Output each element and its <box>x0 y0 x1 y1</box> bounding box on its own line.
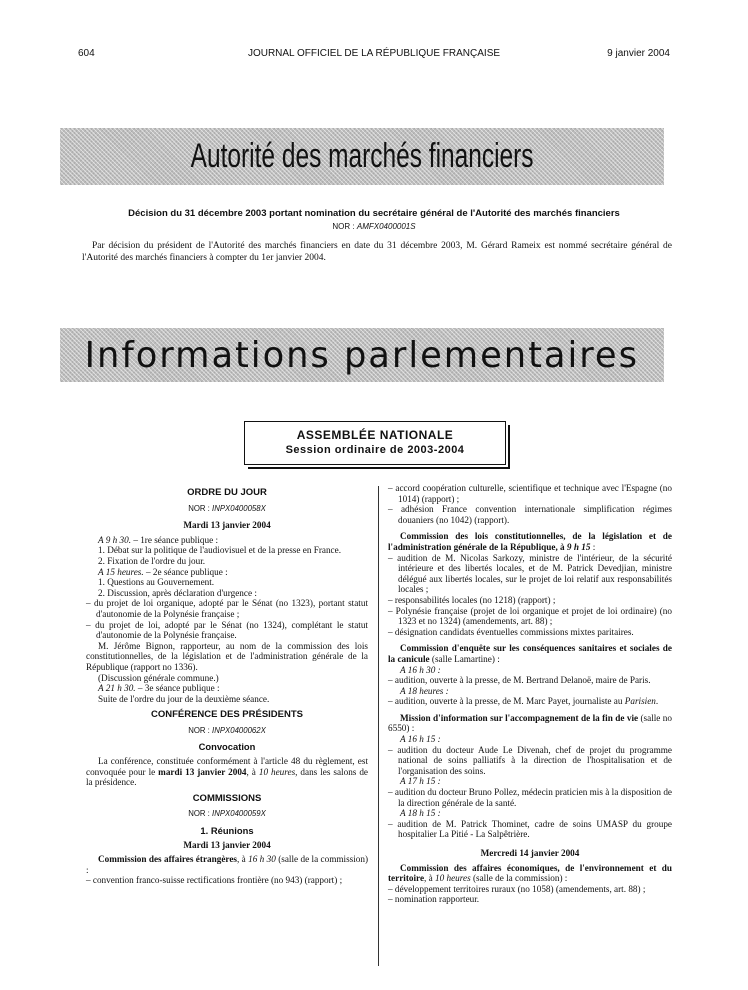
text-run-italic: 10 heures <box>435 873 471 884</box>
agenda-item: 2. Discussion, après déclaration d'urgence : <box>98 587 257 598</box>
date-heading: Mardi 13 janvier 2004 <box>183 839 271 850</box>
text-run: , à <box>236 854 249 865</box>
session-time: A 15 heures. <box>98 566 144 577</box>
text-run-italic: A 18 heures : <box>400 685 449 696</box>
agenda-subitem: – audition du docteur Aude Le Divenah, chef de projet du programme national de soins palliatifs à la direction de l'hospitalisation et de l'organisation des soins. <box>388 744 672 776</box>
assemblee-box <box>244 421 506 465</box>
section-title: COMMISSIONS <box>192 792 262 804</box>
commission-line <box>388 713 672 734</box>
text-run: , dans les salons de la présidence. <box>86 766 369 788</box>
agenda-subitem: – développement territoires ruraux (no 1058) (amendements, art. 88) ; <box>388 883 646 894</box>
text-run: (salle Lamartine) : <box>429 653 500 664</box>
session-time <box>388 776 672 787</box>
text-run-italic: A 17 h 15 : <box>400 776 441 787</box>
text-run-italic: 9 h 15 <box>566 541 591 552</box>
text-run-italic: A 16 h 30 : <box>400 664 441 675</box>
text-run: , à <box>424 873 436 884</box>
text-run-italic: 16 h 30 <box>248 854 276 865</box>
session-label: – 3e séance publique : <box>135 683 220 694</box>
agenda-paragraph: (Discussion générale commune.) <box>98 672 219 683</box>
nor-label: NOR : <box>188 503 210 513</box>
text-run: La conférence, constituée conformément à l'article 48 du règlement, est convoquée pour le <box>86 756 368 777</box>
section-title: CONFÉRENCE DES PRÉSIDENTS <box>150 709 304 721</box>
agenda-subitem: – audition du docteur Bruno Pollez, médecin praticien mis à la disposition de la direction générale de la santé. <box>388 787 672 808</box>
decision-body: Par décision du président de l'Autorité des marchés financiers en date du 31 décembre 2003, M. Gérard Rameix est nommé secrétaire général de l'Autorité des marchés financiers à compter du 1er janvier 2004. <box>82 241 672 263</box>
nor-label: NOR : <box>188 725 210 735</box>
agenda-subitem: – adhésion France convention internationale simplification régimes douaniers (no 1042) (rapport). <box>388 504 672 525</box>
amf-banner <box>60 128 664 185</box>
left-column <box>86 482 368 886</box>
agenda-subitem: – convention franco-suisse rectifications frontière (no 943) (rapport) ; <box>86 875 343 886</box>
text-run-bold: , à <box>555 541 567 552</box>
agenda-paragraph: Suite de l'ordre du jour de la deuxième séance. <box>98 693 270 704</box>
nor-label: NOR : <box>188 809 210 819</box>
page-number: 604 <box>78 48 95 59</box>
nor-code: INPX0400062X <box>212 725 266 735</box>
nor-label: NOR : <box>332 222 355 231</box>
agenda-subitem: – audition de M. Nicolas Sarkozy, ministre de l'intérieur, de la sécurité intérieure et des libertés locales, et de M. Patrick Devedjian, ministre délégué aux libertés locales, sur le projet de loi relatif aux responsabilités locales ; <box>388 552 672 595</box>
session-time <box>388 808 672 819</box>
agenda-subitem <box>388 696 672 707</box>
amf-banner-text: Autorité des marchés financiers <box>190 137 534 175</box>
commission-line <box>388 863 672 884</box>
commission-name: Commission des affaires étrangères <box>98 854 237 865</box>
commission-name: Commission des affaires économiques, de l'environnement et du territoire <box>388 862 672 884</box>
nor-line <box>86 809 368 820</box>
text-run: (salle no 6550) : <box>388 712 672 734</box>
column-divider <box>378 486 379 966</box>
info-banner-text: Informations parlementaires <box>84 334 640 376</box>
agenda-subitem: – audition, ouverte à la presse, de M. Bertrand Delanoë, maire de Paris. <box>388 675 651 686</box>
header-date: 9 janvier 2004 <box>607 48 670 59</box>
section-title: ORDRE DU JOUR <box>187 487 267 498</box>
session-time <box>388 734 672 745</box>
text-run: : <box>590 541 596 552</box>
commission-line <box>86 854 368 875</box>
agenda-item: 1. Débat sur la politique de l'audiovisuel et de la presse en France. <box>98 545 342 556</box>
decision-title: Décision du 31 décembre 2003 portant nomination du secrétaire général de l'Autorité des marchés financiers <box>128 208 620 219</box>
text-run: – audition, ouverte à la presse, de M. Marc Payet, journaliste au <box>388 696 625 707</box>
text-run-italic: Parisien <box>624 696 656 707</box>
agenda-subitem: – responsabilités locales (no 1218) (rapport) ; <box>388 594 556 605</box>
subsection-title: 1. Réunions <box>200 825 254 837</box>
session-line <box>86 567 368 578</box>
session-time <box>388 686 672 697</box>
nor-line <box>86 726 368 737</box>
session-line <box>86 683 368 694</box>
text-run: (salle de la commission) : <box>470 873 568 884</box>
date-heading: Mercredi 14 janvier 2004 <box>480 848 580 858</box>
text-run-italic: A 16 h 15 : <box>400 734 441 745</box>
text-run-italic: 10 heures <box>258 766 296 777</box>
agenda-subitem: – désignation candidats éventuelles commissions mixtes paritaires. <box>388 626 634 637</box>
session-label: – 2e séance publique : <box>143 566 228 577</box>
commission-name: Commission des lois constitutionnelles, de la législation et de l'administration générale de la République <box>388 531 672 552</box>
convocation-text <box>86 756 368 788</box>
session-line <box>86 535 368 546</box>
agenda-subitem: – du projet de loi organique, adopté par le Sénat (no 1323), portant statut d'autonomie de la Polynésie française ; <box>86 598 368 619</box>
agenda-item: 1. Questions au Gouvernement. <box>98 577 215 588</box>
commission-line <box>388 643 672 664</box>
agenda-subitem: – audition de M. Patrick Thominet, cadre de soins UMASP du groupe hospitalier La Pitié - La Salpêtrière. <box>388 818 672 840</box>
date-heading: Mardi 13 janvier 2004 <box>183 520 271 531</box>
nor-code: INPX0400059X <box>212 809 266 819</box>
agenda-subitem: – Polynésie française (projet de loi organique et projet de loi ordinaire) (no 1323 et no 1324) (amendements, art. 88) ; <box>388 605 672 627</box>
commission-name: Mission d'information sur l'accompagnement de la fin de vie <box>400 712 639 723</box>
agenda-subitem: – nomination rapporteur. <box>388 894 480 905</box>
nor-code: INPX0400058X <box>212 503 266 513</box>
commission-line <box>388 531 672 552</box>
agenda-subitem: – du projet de loi, adopté par le Sénat (no 1324), complétant le statut d'autonomie de la Polynésie française. <box>86 619 368 641</box>
info-banner <box>60 328 664 382</box>
text-run: . <box>655 696 659 707</box>
nor-code: AMFX0400001S <box>356 222 416 231</box>
text-run: , à <box>246 766 259 777</box>
text-run-bold: mardi 13 janvier 2004 <box>158 766 247 777</box>
session-label: – 1re séance publique : <box>131 534 219 545</box>
text-run-italic: A 18 h 15 : <box>400 808 441 819</box>
subsection-title: Convocation <box>198 741 256 753</box>
journal-title: JOURNAL OFFICIEL DE LA RÉPUBLIQUE FRANÇAISE <box>247 48 501 59</box>
session-time: A 9 h 30. <box>98 534 132 545</box>
commission-name: Commission d'enquête sur les conséquences sanitaires et sociales de la canicule <box>388 643 672 664</box>
right-column <box>388 483 672 905</box>
agenda-subitem: – accord coopération culturelle, scientifique et technique avec l'Espagne (no 1014) (rapport) ; <box>388 483 672 504</box>
box-title: ASSEMBLÉE NATIONALE <box>296 428 454 442</box>
agenda-paragraph: M. Jérôme Bignon, rapporteur, au nom de la commission des lois constitutionnelles, de la législation et de l'administration générale de la République (rapport no 1336). <box>86 640 368 672</box>
decision-nor <box>0 222 748 231</box>
box-subtitle: Session ordinaire de 2003-2004 <box>285 444 465 456</box>
session-time <box>388 665 672 676</box>
agenda-item: 2. Fixation de l'ordre du jour. <box>98 555 206 566</box>
text-run: (salle de la commission) : <box>86 854 369 875</box>
session-time: A 21 h 30. <box>98 683 136 694</box>
nor-line <box>86 504 368 515</box>
